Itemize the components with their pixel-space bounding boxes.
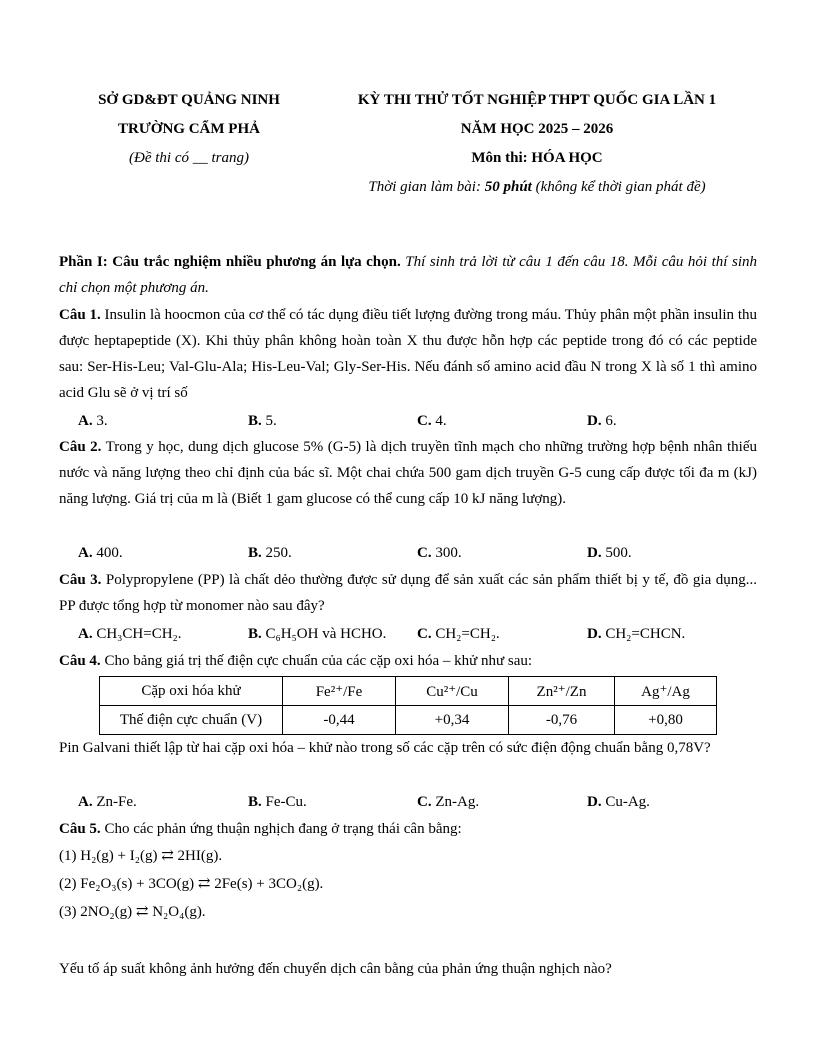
question-5 [59, 816, 757, 842]
school-name: TRƯỜNG CẨM PHẢ [118, 121, 260, 137]
q3-option-d: D. CH₂=CHCN. [587, 626, 686, 642]
question-1 [59, 302, 757, 406]
q4-option-d: D. Cu-Ag. [587, 794, 650, 810]
q3-option-b: B. C₆H₅OH và HCHO. [248, 626, 387, 642]
table-header-cell: Ag⁺/Ag [615, 677, 717, 706]
question-1-text: Insulin là hoocmon của cơ thể có tác dụng điều tiết lượng đường trong máu. Thủy phân một phần insulin thu được heptapeptide (X). Khi thủy phân không hoàn toàn X thu được hỗn hợp các peptide trong đó có các peptide sau: Ser-His-Leu; Val-Glu-Ala; His-Leu-Val; Gly-Ser-His. Nếu đánh số amino acid đầu N trong X là số 1 thì amino acid Glu sẽ ở vị trí số [59, 307, 757, 401]
q1-option-b: B. 5. [248, 413, 277, 429]
q4-option-b: B. Fe-Cu. [248, 794, 307, 810]
table-cell: +0,34 [396, 706, 509, 735]
question-4-label: Câu 4. [59, 653, 101, 669]
q2-option-c: C. 300. [417, 545, 462, 561]
table-cell: +0,80 [615, 706, 717, 735]
table-row [100, 706, 717, 735]
department-name: SỞ GD&ĐT QUẢNG NINH [98, 92, 280, 108]
question-5-prompt: Yếu tố áp suất không ảnh hưởng đến chuyển dịch cân bằng của phản ứng thuận nghịch nào? [59, 961, 612, 977]
question-3 [59, 567, 757, 619]
question-2 [59, 434, 757, 512]
subject-name: HÓA HỌC [531, 150, 603, 166]
table-header-cell: Cu²⁺/Cu [396, 677, 509, 706]
table-header-row [100, 677, 717, 706]
part1-heading [59, 249, 757, 301]
q1-option-c: C. 4. [417, 413, 447, 429]
reaction-3: (3) 2NO₂(g) ⇄ N₂O₄(g). [59, 904, 206, 920]
q4-option-a: A. Zn-Fe. [78, 794, 137, 810]
question-2-text: Trong y học, dung dịch glucose 5% (G-5) là dịch truyền tĩnh mạch cho những trường hợp bệnh nhân thiếu nước và năng lượng theo chỉ định của bác sĩ. Một chai chứa 500 gam dịch truyền G-5 cung cấp được tối đa m (kJ) năng lượng. Giá trị của m là (Biết 1 gam glucose có thể cung cấp 10 kJ năng lượng). [59, 439, 757, 507]
table-cell: Thế điện cực chuẩn (V) [100, 706, 283, 735]
page-count-note: (Đề thi có __ trang) [129, 150, 249, 166]
question-3-label: Câu 3. [59, 572, 102, 588]
question-1-label: Câu 1. [59, 307, 101, 323]
time-line [368, 179, 705, 196]
part1-instruction: Thí sinh trả lời từ câu 1 đến câu 18. Mỗi câu hỏi thí sinh chỉ chọn một phương án. [59, 254, 757, 296]
q3-option-c: C. CH₂=CH₂. [417, 626, 500, 642]
q3-option-a: A. CH₃CH=CH₂. [78, 626, 182, 642]
q2-option-a: A. 400. [78, 545, 123, 561]
school-year: NĂM HỌC 2025 – 2026 [460, 121, 614, 137]
table-header-cell: Zn²⁺/Zn [509, 677, 615, 706]
potential-table [99, 676, 717, 735]
table-header-cell: Fe²⁺/Fe [283, 677, 396, 706]
q2-option-d: D. 500. [587, 545, 632, 561]
time-prefix: Thời gian làm bài: [368, 179, 485, 195]
time-value: 50 phút [484, 179, 532, 195]
question-2-label: Câu 2. [59, 439, 102, 455]
q1-option-d: D. 6. [587, 413, 617, 429]
q2-option-b: B. 250. [248, 545, 292, 561]
subject-label: Môn thi: [471, 150, 532, 166]
time-suffix: (không kể thời gian phát đề) [531, 179, 706, 195]
q4-option-c: C. Zn-Ag. [417, 794, 480, 810]
table-cell: -0,44 [283, 706, 396, 735]
question-5-label: Câu 5. [59, 821, 101, 837]
reaction-1: (1) H₂(g) + I₂(g) ⇄ 2HI(g). [59, 848, 223, 864]
table-cell: -0,76 [509, 706, 615, 735]
question-3-text: Polypropylene (PP) là chất dẻo thường được sử dụng để sản xuất các sản phẩm thiết bị y tế, đồ gia dụng... PP được tổng hợp từ monomer nào sau đây? [59, 572, 757, 614]
q1-option-a: A. 3. [78, 413, 108, 429]
reaction-2: (2) Fe₂O₃(s) + 3CO(g) ⇄ 2Fe(s) + 3CO₂(g). [59, 876, 324, 892]
subject-line [471, 150, 602, 167]
question-4-prompt: Pin Galvani thiết lập từ hai cặp oxi hóa – khử nào trong số các cặp trên có sức điện động chuẩn bằng 0,78V? [59, 740, 711, 756]
question-4 [59, 648, 757, 674]
exam-title: KỲ THI THỬ TỐT NGHIỆP THPT QUỐC GIA LẦN 1 [357, 92, 717, 108]
table-header-cell: Cặp oxi hóa khử [100, 677, 283, 706]
part1-title: Phần I: Câu trắc nghiệm nhiều phương án lựa chọn. [59, 254, 401, 270]
question-4-text: Cho bảng giá trị thế điện cực chuẩn của các cặp oxi hóa – khử như sau: [100, 653, 533, 669]
question-5-text: Cho các phản ứng thuận nghịch đang ở trạng thái cân bằng: [100, 821, 462, 837]
